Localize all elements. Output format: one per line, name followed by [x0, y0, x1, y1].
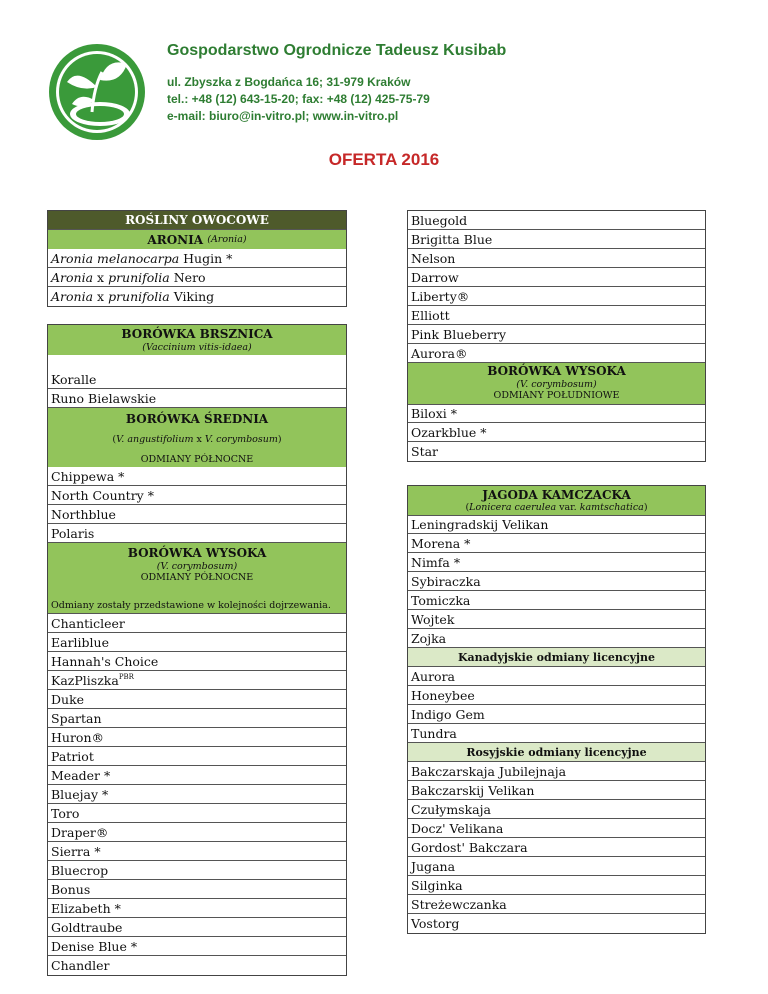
list-item: Bonus — [48, 880, 346, 899]
jagoda-latin-var: var. — [559, 502, 577, 513]
srednia-latin-a: V. angustifolium — [116, 434, 194, 445]
item-name: KazPliszka — [51, 673, 119, 688]
item-species: prunifolia — [108, 269, 170, 285]
list-item: Gordost' Bakczara — [408, 838, 705, 857]
list-item: Tundra — [408, 724, 705, 743]
section-header-owocowe: ROŚLINY OWOCOWE — [48, 211, 346, 230]
list-item: Morena * — [408, 534, 705, 553]
item-x: x — [97, 289, 105, 304]
wysoka-south-title: BORÓWKA WYSOKA — [487, 364, 626, 378]
item-genus: Aronia — [51, 269, 94, 285]
list-item: Earliblue — [48, 633, 346, 652]
wysoka-south-header — [408, 363, 705, 404]
list-item: Bluecrop — [48, 861, 346, 880]
jagoda-latin-a: Lonicera caerulea — [469, 502, 557, 513]
list-item: Sierra * — [48, 842, 346, 861]
list-item: Nimfa * — [408, 553, 705, 572]
list-item: Tomiczka — [408, 591, 705, 610]
pbr-mark: PBR — [118, 673, 134, 681]
list-item: Biloxi * — [408, 404, 705, 423]
list-item: Leningradskij Velikan — [408, 515, 705, 534]
aronia-title: ARONIA — [147, 232, 204, 247]
srednia-group: ODMIANY PÓŁNOCNE — [140, 454, 254, 465]
wysoka-group: ODMIANY PÓŁNOCNE — [140, 572, 254, 583]
list-item: Star — [411, 444, 439, 459]
list-item: Meader * — [48, 766, 346, 785]
list-item: Elizabeth * — [48, 899, 346, 918]
brusznica-latin: (Vaccinium vitis-idaea) — [142, 342, 252, 353]
brusznica-header — [48, 325, 346, 355]
list-item: Huron® — [48, 728, 346, 747]
list-item — [48, 671, 346, 690]
wysoka-south-latin: (V. corymbosum) — [516, 379, 597, 390]
company-header — [167, 42, 506, 125]
company-email: e-mail: biuro@in-vitro.pl; www.in-vitro.pl — [167, 109, 399, 123]
company-address: ul. Zbyszka z Bogdańca 16; 31-979 Kraków — [167, 75, 411, 89]
list-item: Czułymskaja — [408, 800, 705, 819]
srednia-latin-b: V. corymbosum — [204, 434, 278, 445]
list-item: Koralle — [48, 370, 346, 389]
list-item: Spartan — [48, 709, 346, 728]
list-item: Elliott — [408, 306, 705, 325]
list-item: Draper® — [48, 823, 346, 842]
item-latin: Aronia melanocarpa — [51, 250, 180, 266]
list-item: Polaris — [48, 524, 346, 543]
list-item: Bluegold — [408, 211, 705, 230]
list-item: Bakczarskaja Jubilejnaja — [408, 762, 705, 781]
list-item: Streżewczanka — [408, 895, 705, 914]
aronia-table — [47, 210, 347, 307]
jagoda-title: JAGODA KAMCZACKA — [482, 488, 631, 502]
list-item: Silginka — [408, 876, 705, 895]
wysoka-latin: (V. corymbosum) — [156, 561, 238, 572]
list-item: Ozarkblue * — [408, 423, 705, 442]
list-item: Honeybee — [408, 686, 705, 705]
spacer — [48, 355, 346, 370]
srednia-header: BORÓWKA ŚREDNIA (V. angustifolium x V. corymbosum) ODMIANY PÓŁNOCNE — [48, 408, 346, 467]
list-item: Hannah's Choice — [48, 652, 346, 671]
item-x: x — [97, 269, 105, 285]
list-item: Goldtraube — [48, 918, 346, 937]
list-item: Chanticleer — [48, 614, 346, 633]
jagoda-latin-b: kamtschatica — [579, 502, 644, 513]
list-item: Indigo Gem — [408, 705, 705, 724]
list-item: Patriot — [48, 747, 346, 766]
company-name: Gospodarstwo Ogrodnicze Tadeusz Kusibab — [167, 42, 507, 59]
list-item: Bluejay * — [48, 785, 346, 804]
list-item: Nelson — [408, 249, 705, 268]
russian-header: Rosyjskie odmiany licencyjne — [408, 743, 705, 762]
list-item: Runo Bielawskie — [48, 389, 346, 408]
list-item: Sybiraczka — [408, 572, 705, 591]
item-name: Nero — [173, 269, 206, 285]
list-item: Bakczarskij Velikan — [408, 781, 705, 800]
list-item: Vostorg — [411, 916, 460, 931]
aronia-latin: (Aronia) — [207, 234, 247, 245]
wysoka-continued-table — [407, 210, 706, 462]
item-name: Hugin * — [183, 250, 233, 266]
list-item: Docz' Velikana — [408, 819, 705, 838]
wysoka-title: BORÓWKA WYSOKA — [127, 546, 267, 560]
list-item: Darrow — [408, 268, 705, 287]
wysoka-note: Odmiany zostały przedstawione w kolejności dojrzewania. — [48, 596, 346, 614]
wysoka-south-group: ODMIANY POŁUDNIOWE — [493, 390, 620, 401]
item-genus: Aronia — [51, 289, 94, 304]
list-item: Pink Blueberry — [408, 325, 705, 344]
jagoda-header: JAGODA KAMCZACKA (Lonicera caerulea var. kamtschatica) — [408, 486, 705, 515]
list-item: Aurora — [408, 667, 705, 686]
company-phone: tel.: +48 (12) 643-15-20; fax: +48 (12) 425-75-79 — [167, 92, 430, 106]
list-item: Northblue — [48, 505, 346, 524]
list-item: Zojka — [408, 629, 705, 648]
list-item: Duke — [48, 690, 346, 709]
list-item: Toro — [48, 804, 346, 823]
list-item: Aurora® — [408, 344, 705, 363]
wysoka-header — [48, 543, 346, 596]
srednia-latin-x: x — [196, 434, 202, 445]
list-item — [48, 268, 346, 287]
borowki-table — [47, 324, 347, 976]
list-item — [48, 287, 346, 306]
item-name: Viking — [173, 289, 215, 304]
srednia-title: BORÓWKA ŚREDNIA — [125, 412, 269, 426]
list-item: Liberty® — [408, 287, 705, 306]
jagoda-table — [407, 485, 706, 934]
list-item: Denise Blue * — [48, 937, 346, 956]
list-item: Jugana — [408, 857, 705, 876]
list-item — [48, 249, 346, 268]
list-item: Brigitta Blue — [408, 230, 705, 249]
offer-title: OFERTA 2016 — [328, 150, 440, 169]
company-logo — [42, 42, 152, 142]
list-item: Chandler — [51, 958, 110, 973]
item-species: prunifolia — [108, 289, 170, 304]
list-item: Chippewa * — [48, 467, 346, 486]
aronia-header — [48, 230, 346, 249]
list-item: North Country * — [48, 486, 346, 505]
canadian-header: Kanadyjskie odmiany licencyjne — [408, 648, 705, 667]
list-item: Wojtek — [408, 610, 705, 629]
brusznica-title: BORÓWKA BRSZNICA — [121, 327, 273, 341]
